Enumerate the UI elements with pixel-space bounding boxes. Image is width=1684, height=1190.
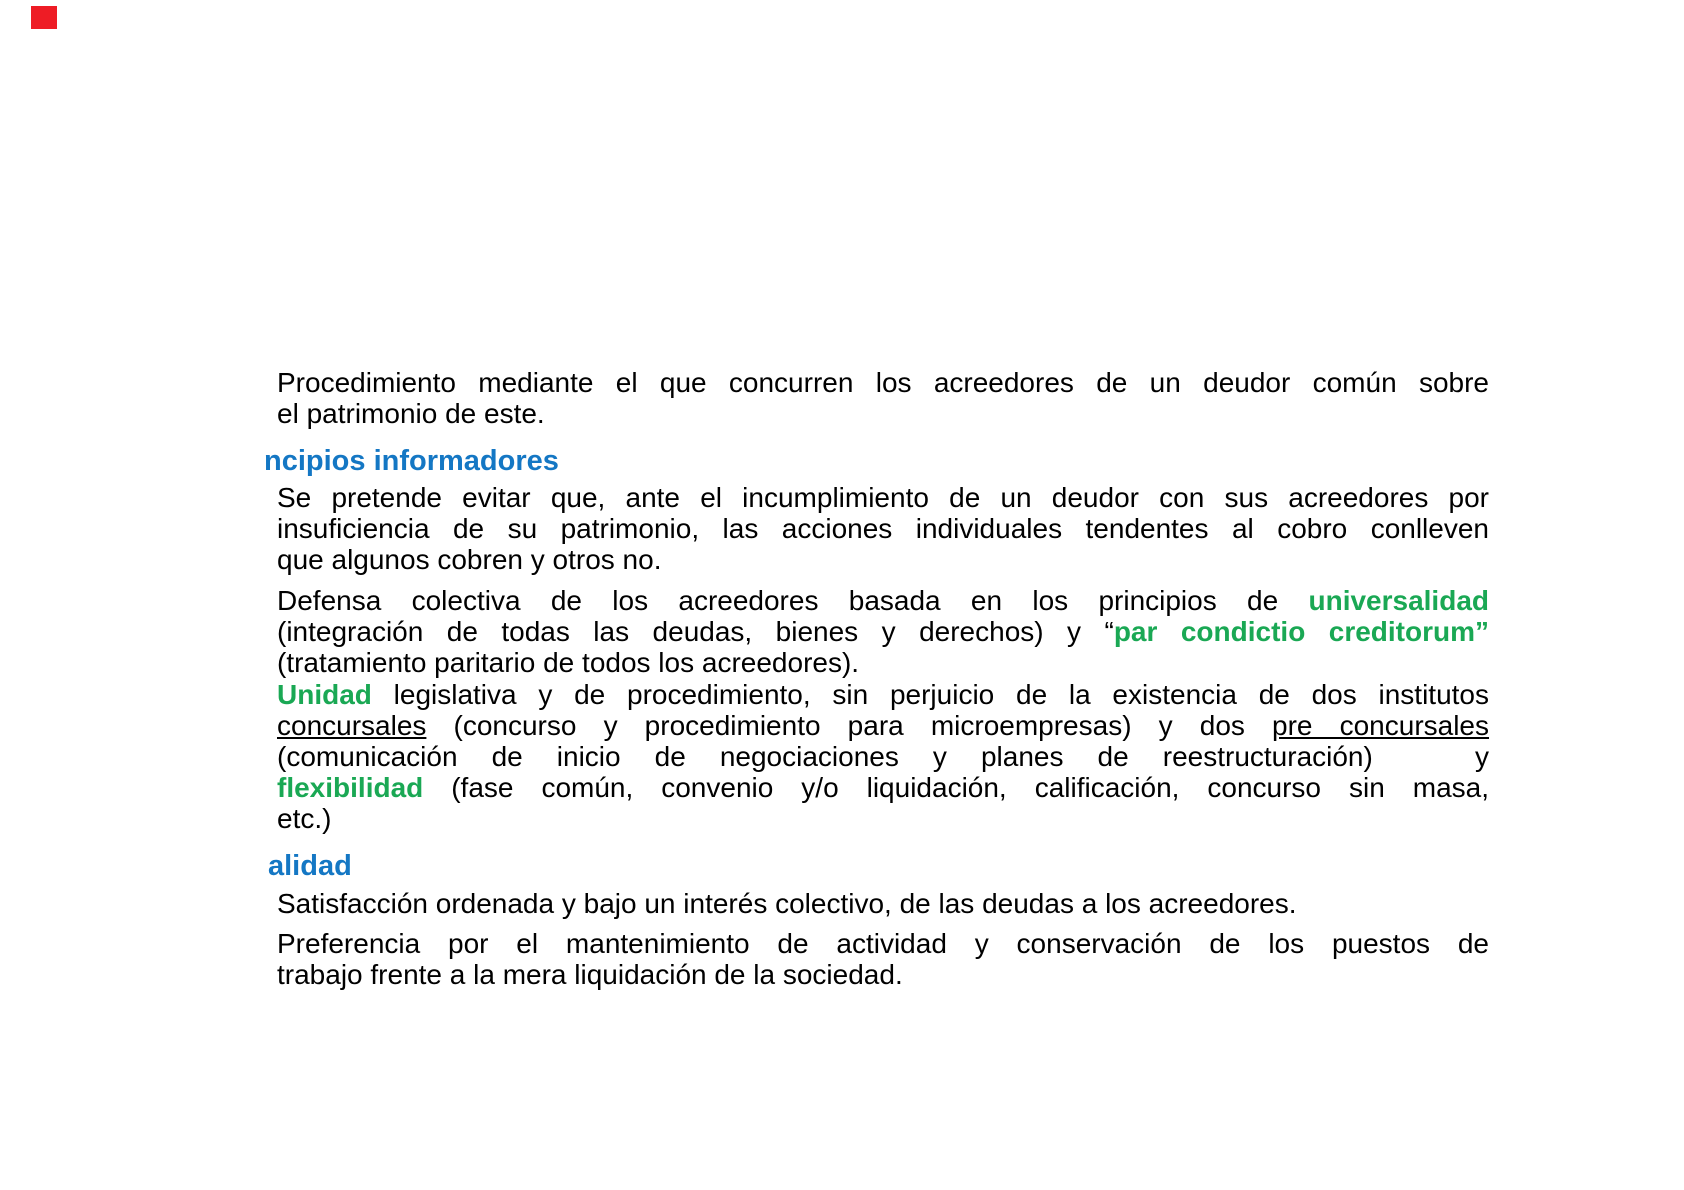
heading-finalidad: alidad [268, 850, 352, 882]
text-line [277, 398, 1489, 429]
text-segment: Satisfacción ordenada y bajo un interés colectivo, de las deudas a los acreedores. [277, 888, 1297, 919]
underlined-text: pre concursales [1272, 710, 1490, 741]
text-segment: insuficiencia de su patrimonio, las acciones individuales tendentes al cobro conlleven [277, 513, 1489, 544]
text-segment: etc.) [277, 803, 332, 834]
accent-green-text: universalidad [1308, 585, 1489, 616]
paragraph-se-pretende-evitar [277, 482, 1489, 575]
red-corner-mark [31, 6, 57, 29]
paragraph-satisfaccion-ordenada [277, 888, 1489, 919]
text-segment: (comunicación de inicio de negociaciones y planes de reestructuración) y [277, 741, 1489, 772]
text-line [277, 710, 1489, 741]
text-line [277, 772, 1489, 803]
text-line [277, 803, 1489, 834]
text-line [277, 928, 1489, 959]
text-segment: que algunos cobren y otros no. [277, 544, 662, 575]
text-line [277, 513, 1489, 544]
accent-green-text: Unidad [277, 679, 372, 710]
heading-principios-informadores: ncipios informadores [264, 445, 559, 477]
underlined-text: concursales [277, 710, 427, 741]
text-segment: (concurso y procedimiento para microempresas) y dos [426, 710, 1273, 741]
text-line [277, 585, 1489, 616]
text-segment: (fase común, convenio y/o liquidación, calificación, concurso sin masa, [423, 772, 1489, 803]
text-segment: el patrimonio de este. [277, 398, 545, 429]
paragraph-preferencia-mantenimiento [277, 928, 1489, 990]
paragraph-defensa-colectiva [277, 585, 1489, 678]
accent-green-text: flexibilidad [277, 772, 424, 803]
text-line [277, 544, 1489, 575]
text-segment: trabajo frente a la mera liquidación de la sociedad. [277, 959, 903, 990]
accent-green-text: par condictio creditorum” [1113, 616, 1490, 647]
paragraph-unidad-legislativa [277, 679, 1489, 834]
text-line [277, 616, 1489, 647]
text-line [277, 888, 1489, 919]
text-segment: Se pretende evitar que, ante el incumplimiento de un deudor con sus acreedores por [277, 482, 1489, 513]
text-segment: (tratamiento paritario de todos los acreedores). [277, 647, 860, 678]
text-segment: Defensa colectiva de los acreedores basada en los principios de [277, 585, 1309, 616]
text-line [277, 647, 1489, 678]
paragraph-procedimiento [277, 367, 1489, 429]
text-segment: legislativa y de procedimiento, sin perjuicio de la existencia de dos institutos [371, 679, 1489, 710]
text-segment: (integración de todas las deudas, bienes y derechos) y “ [277, 616, 1114, 647]
text-line [277, 482, 1489, 513]
text-segment: Procedimiento mediante el que concurren los acreedores de un deudor común sobre [277, 367, 1489, 398]
text-line [277, 367, 1489, 398]
text-line [277, 959, 1489, 990]
text-segment: Preferencia por el mantenimiento de actividad y conservación de los puestos de [277, 928, 1489, 959]
text-line [277, 679, 1489, 710]
text-line [277, 741, 1489, 772]
